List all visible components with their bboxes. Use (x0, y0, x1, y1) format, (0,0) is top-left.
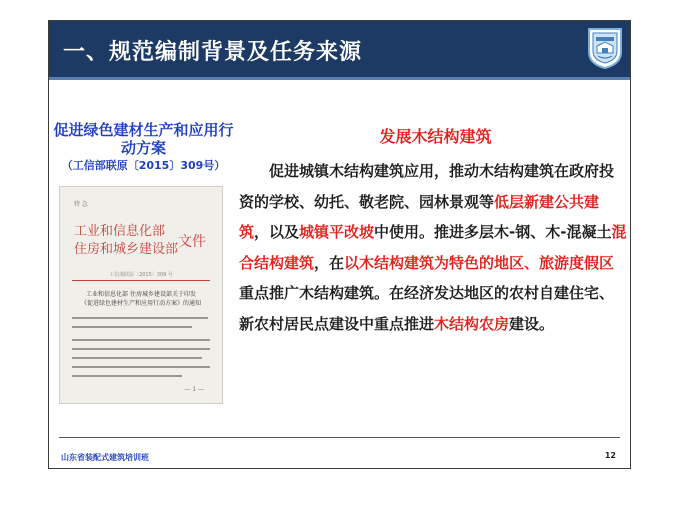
body-text: ，以及 (254, 223, 300, 241)
body-text: 建设。 (509, 314, 555, 333)
doc-notice-title (70, 290, 212, 308)
title-underline (49, 77, 630, 80)
body-emphasis: 低层新建公共建筑 (239, 192, 600, 241)
body-text: 促进城镇木结构建筑应用，推动木结构建筑在政府投资的学校、幼托、敬老院、园林景观等 (239, 162, 615, 211)
doc-urgency-label: 特 急 (74, 201, 88, 208)
document-number: （工信部联原〔2015〕309号） (61, 159, 226, 172)
doc-notice-line2: 《促进绿色建材生产和应用行动方案》的通知 (80, 300, 201, 307)
document-title: 促进绿色建材生产和应用行动方案 (53, 121, 234, 157)
body-text: ，在 (314, 253, 345, 272)
section-heading: 发展木结构建筑 (379, 127, 492, 146)
slide-title: 一、规范编制背景及任务来源 (63, 40, 363, 65)
body-emphasis: 城镇平改坡 (299, 223, 375, 241)
doc-notice-line1: 工业和信息化部 住房城乡建设部关于印发 (86, 291, 196, 298)
doc-text-line (72, 339, 210, 341)
body-text: 重点推广木结构建筑。在经济发达地区的农村自建住宅、新农村居民点建设中重点推进 (239, 284, 615, 333)
page-number: 12 (604, 451, 616, 460)
university-shield-logo-icon (586, 26, 624, 70)
doc-text-line (72, 366, 210, 368)
body-text: 中使用。推进多层木-钢、木-混凝土 (374, 223, 612, 241)
body-emphasis: 以木结构建筑为特色的地区、旅游度假区 (344, 253, 615, 272)
doc-text-line (72, 317, 208, 319)
doc-text-line (72, 375, 182, 377)
body-paragraph (239, 156, 627, 339)
footer-course-name: 山东省装配式建筑培训班 (61, 453, 149, 462)
doc-org-line2: 住房和城乡建设部 (74, 242, 179, 257)
footer-rule (59, 437, 620, 438)
doc-text-line (72, 326, 192, 328)
body-emphasis: 木结构农房 (434, 314, 510, 333)
doc-text-line (72, 357, 202, 359)
doc-suffix: 文件 (178, 234, 206, 250)
document-image (59, 186, 223, 404)
title-bar (49, 21, 630, 77)
slide (48, 20, 631, 469)
doc-text-line (72, 348, 210, 350)
body-emphasis: 混合结构建筑 (239, 223, 627, 272)
doc-issuing-org (74, 223, 178, 259)
doc-page-mark: — 1 — (184, 386, 204, 393)
doc-number: 工信部联原〔2015〕309 号 (109, 272, 173, 278)
doc-org-line1: 工业和信息化部 (74, 224, 166, 239)
doc-red-rule (72, 280, 210, 281)
